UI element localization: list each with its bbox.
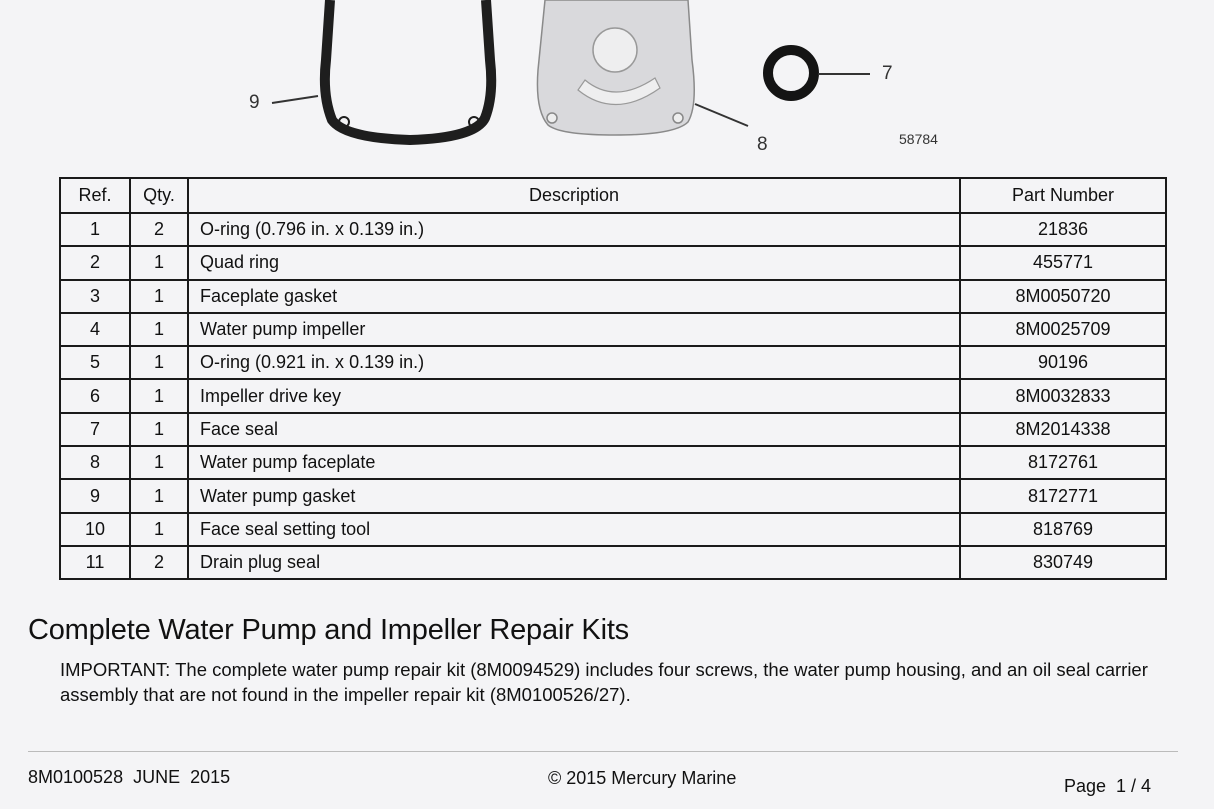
cell-part-number: 90196	[960, 346, 1166, 379]
header-qty: Qty.	[130, 178, 188, 213]
cell-part-number: 8M0025709	[960, 313, 1166, 346]
cell-description: O-ring (0.796 in. x 0.139 in.)	[188, 213, 960, 246]
parts-table-body	[60, 213, 1166, 579]
table-row	[60, 479, 1166, 512]
figure-number: 58784	[899, 131, 938, 147]
cell-part-number: 8172761	[960, 446, 1166, 479]
cell-part-number: 21836	[960, 213, 1166, 246]
footer-page-number: Page 1 / 4	[1064, 776, 1152, 796]
cell-ref: 7	[60, 413, 130, 446]
cell-part-number: 818769	[960, 513, 1166, 546]
cell-description: Water pump impeller	[188, 313, 960, 346]
cell-part-number: 8M0050720	[960, 280, 1166, 313]
cell-part-number: 8M0032833	[960, 379, 1166, 412]
cell-ref: 6	[60, 379, 130, 412]
parts-illustration	[0, 0, 1214, 170]
cell-qty: 2	[130, 213, 188, 246]
cell-ref: 10	[60, 513, 130, 546]
cell-part-number: 455771	[960, 246, 1166, 279]
table-row	[60, 213, 1166, 246]
cell-part-number: 8M2014338	[960, 413, 1166, 446]
water-pump-faceplate-drawing	[537, 0, 748, 135]
table-row	[60, 546, 1166, 579]
face-seal-drawing	[768, 50, 870, 96]
table-row	[60, 313, 1166, 346]
table-row	[60, 413, 1166, 446]
header-description: Description	[188, 178, 960, 213]
cell-description: Faceplate gasket	[188, 280, 960, 313]
callout-9: 9	[249, 92, 260, 113]
cell-ref: 1	[60, 213, 130, 246]
cell-description: Drain plug seal	[188, 546, 960, 579]
cell-description: Quad ring	[188, 246, 960, 279]
cell-description: O-ring (0.921 in. x 0.139 in.)	[188, 346, 960, 379]
cell-qty: 1	[130, 379, 188, 412]
cell-qty: 1	[130, 479, 188, 512]
cell-description: Water pump gasket	[188, 479, 960, 512]
cell-description: Face seal setting tool	[188, 513, 960, 546]
header-part-number: Part Number	[960, 178, 1166, 213]
cell-qty: 1	[130, 346, 188, 379]
table-row	[60, 346, 1166, 379]
table-row	[60, 280, 1166, 313]
footer-doc-id: 8M0100528 JUNE 2015	[28, 767, 231, 787]
cell-part-number: 8172771	[960, 479, 1166, 512]
callout-8: 8	[757, 134, 768, 155]
cell-part-number: 830749	[960, 546, 1166, 579]
water-pump-gasket-drawing	[272, 0, 491, 140]
cell-qty: 1	[130, 280, 188, 313]
important-note: IMPORTANT: The complete water pump repair kit (8M0094529) includes four screws, the water pump housing, and an oil seal carrier assembly that are not found in the impeller repair kit (8M0100526/27).	[60, 659, 1148, 705]
table-row	[60, 513, 1166, 546]
cell-qty: 1	[130, 413, 188, 446]
cell-qty: 2	[130, 546, 188, 579]
cell-description: Face seal	[188, 413, 960, 446]
callout-7: 7	[882, 63, 893, 84]
table-header-row	[60, 178, 1166, 213]
cell-qty: 1	[130, 246, 188, 279]
cell-ref: 11	[60, 546, 130, 579]
cell-ref: 9	[60, 479, 130, 512]
section-title: Complete Water Pump and Impeller Repair Kits	[28, 614, 629, 646]
cell-ref: 8	[60, 446, 130, 479]
footer-divider	[28, 751, 1178, 752]
cell-ref: 3	[60, 280, 130, 313]
cell-description: Impeller drive key	[188, 379, 960, 412]
cell-qty: 1	[130, 513, 188, 546]
cell-ref: 5	[60, 346, 130, 379]
cell-qty: 1	[130, 446, 188, 479]
cell-qty: 1	[130, 313, 188, 346]
table-row	[60, 246, 1166, 279]
cell-ref: 2	[60, 246, 130, 279]
cell-ref: 4	[60, 313, 130, 346]
cell-description: Water pump faceplate	[188, 446, 960, 479]
table-row	[60, 379, 1166, 412]
table-row	[60, 446, 1166, 479]
parts-table	[59, 177, 1167, 580]
header-ref: Ref.	[60, 178, 130, 213]
footer-copyright: © 2015 Mercury Marine	[548, 768, 737, 788]
